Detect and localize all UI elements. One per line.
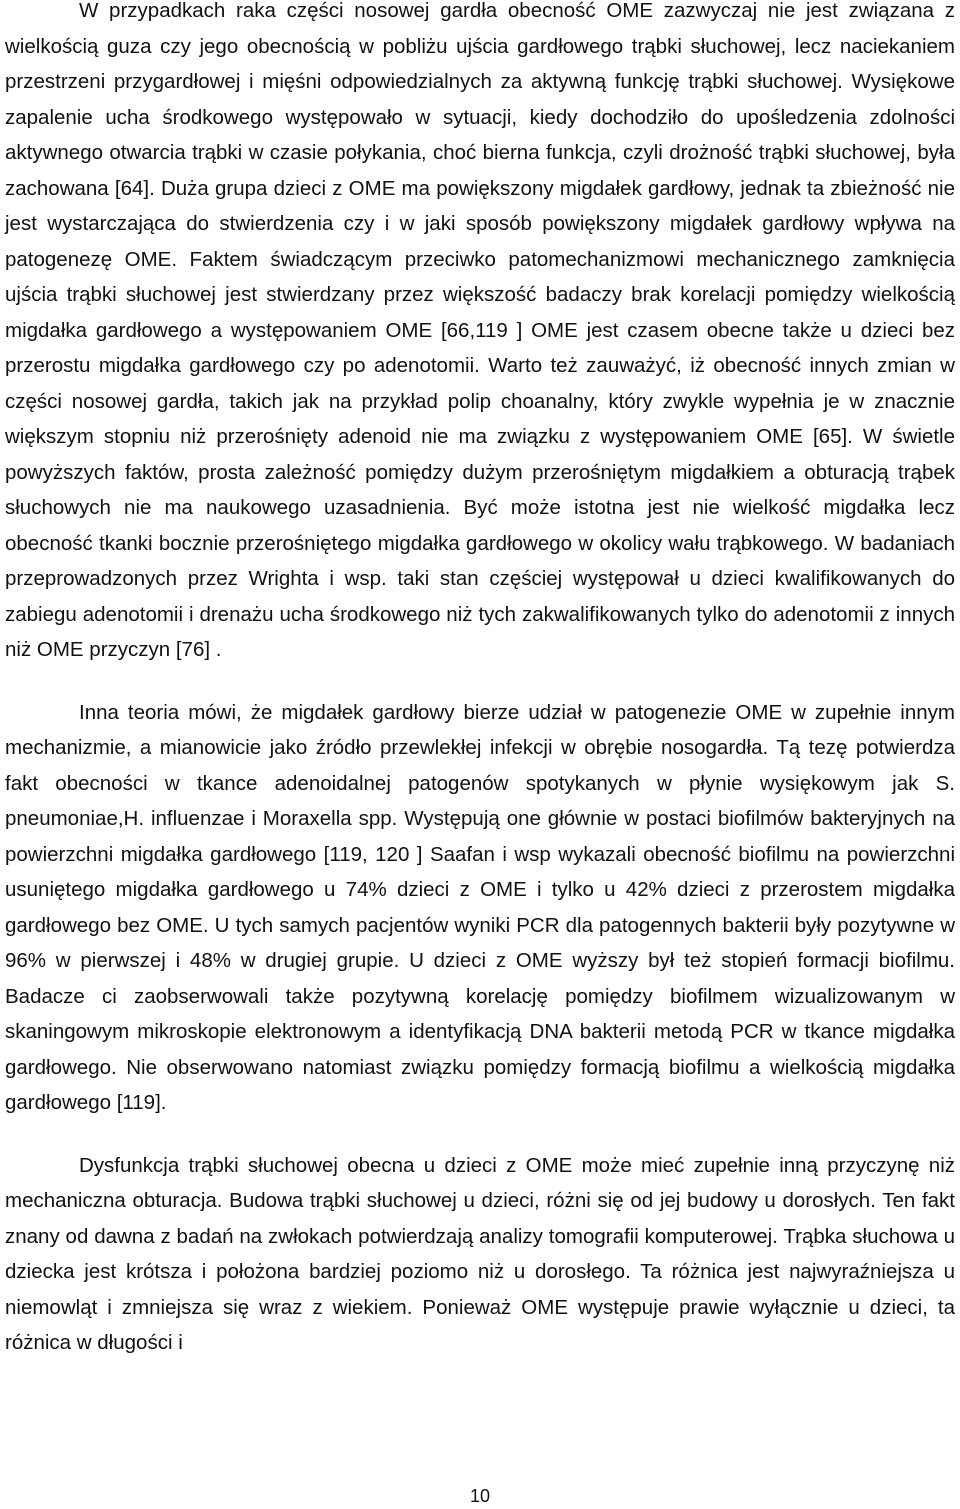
paragraph-adenoid-infection-theory: Inna teoria mówi, że migdałek gardłowy bierze udział w patogenezie OME w zupełnie innym mechanizmie, a mianowicie jako źródło przewlekłej infekcji w obrębie nosogardła. Tą tezę potwierdza fakt obecności w tkance adenoidalnej patogenów spotykanych w płynie wysiękowym jak S. pneumoniae,H. influenzae i Moraxella spp. Występują one głównie w postaci biofilmów bakteryjnych na powierzchni migdałka gardłowego [119, 120 ] Saafan i wsp wykazali obecność biofilmu na powierzchni usuniętego migdałka gardłowego u 74% dzieci z OME i tylko u 42% dzieci z przerostem migdałka gardłowego bez OME. U tych samych pacjentów wyniki PCR dla patogennych bakterii były pozytywne w 96% w pierwszej i 48% w drugiej grupie. U dzieci z OME wyższy był też stopień formacji biofilmu. Badacze ci zaobserwowali także pozytywną korelację pomiędzy biofilmem wizualizowanym w skaningowym mikroskopie elektronowym a identyfikacją DNA bakterii metodą PCR w tkance migdałka gardłowego. Nie obserwowano natomiast związku pomiędzy formacją biofilmu a wielkością migdałka gardłowego [119].	[5, 700, 955, 1114]
paragraph-eustachian-tube-dysfunction: Dysfunkcja trąbki słuchowej obecna u dzieci z OME może mieć zupełnie inną przyczynę niż mechaniczna obturacja. Budowa trąbki słuchowej u dzieci, różni się od jej budowy u dorosłych. Ten fakt znany od dawna z badań na zwłokach potwierdzają analizy tomografii komputerowej. Trąbka słuchowa u dziecka jest krótsza i położona bardziej poziomo niż u dorosłego. Ta różnica jest najwyraźniejsza u niemowląt i zmniejsza się wraz z wiekiem. Ponieważ OME występuje prawie wyłącznie u dzieci, ta różnica w długości i	[5, 1153, 955, 1354]
paragraph-ome-nasopharyngeal-cancer: W przypadkach raka części nosowej gardła obecność OME zazwyczaj nie jest związana z wielkością guza czy jego obecnością w pobliżu ujścia gardłowego trąbki słuchowej, lecz naciekaniem przestrzeni przygardłowej i mięśni odpowiedzialnych za aktywną funkcję trąbki słuchowej. Wysiękowe zapalenie ucha środkowego występowało w sytuacji, kiedy dochodziło do upośledzenia zdolności aktywnego otwarcia trąbki w czasie połykania, choć bierna funkcja, czyli drożność trąbki słuchowej, była zachowana [64]. Duża grupa dzieci z OME ma powiększony migdałek gardłowy, jednak ta zbieżność nie jest wystarczająca do stwierdzenia czy i w jaki sposób powiększony migdałek gardłowy wpływa na patogenezę OME. Faktem świadczącym przeciwko patomechanizmowi mechanicznego zamknięcia ujścia trąbki słuchowej jest stwierdzany przez większość badaczy brak korelacji pomiędzy wielkością migdałka gardłowego a występowaniem OME [66,119 ] OME jest czasem obecne także u dzieci bez przerostu migdałka gardłowego czy po adenotomii. Warto też zauważyć, iż obecność innych zmian w części nosowej gardła, takich jak na przykład polip choanalny, który zwykle wypełnia je w znacznie większym stopniu niż przerośnięty adenoid nie ma związku z występowaniem OME [65]. W świetle powyższych faktów, prosta zależność pomiędzy dużym przerośniętym migdałkiem a obturacją trąbek słuchowych nie ma naukowego uzasadnienia. Być może istotna jest nie wielkość migdałka lecz obecność tkanki bocznie przerośniętego migdałka gardłowego w okolicy wału trąbkowego. W badaniach przeprowadzonych przez Wrighta i wsp. taki stan częściej występował u dzieci kwalifikowanych do zabiegu adenotomii i drenażu ucha środkowego niż tych zakwalifikowanych tylko do adenotomii z innych niż OME przyczyn [76] .	[5, 0, 955, 661]
page-number: 10	[469, 1486, 491, 1506]
document-page	[5, 0, 955, 1361]
